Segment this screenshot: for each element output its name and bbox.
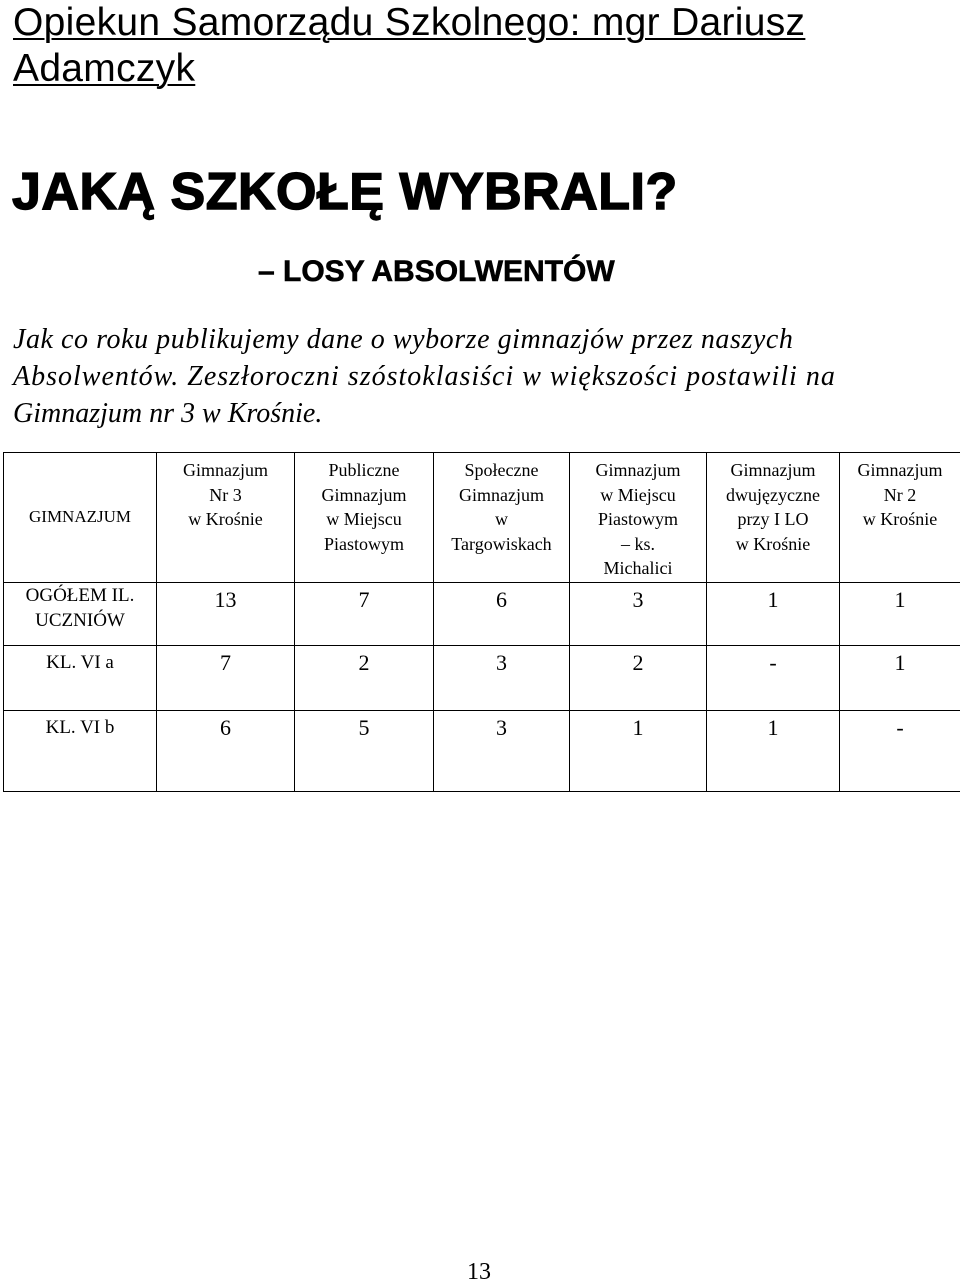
header-line: Michalici bbox=[603, 558, 673, 578]
header-line: w Miejscu bbox=[326, 509, 402, 529]
header-line: przy I LO bbox=[737, 509, 809, 529]
column-header bbox=[840, 453, 960, 583]
header-line: Gimnazjum bbox=[857, 460, 943, 480]
header-line: Piastowym bbox=[597, 509, 678, 529]
header-line: w Krośnie bbox=[735, 533, 811, 554]
column-header-school: GIMNAZJUM bbox=[4, 453, 157, 583]
label-line: OGÓŁEM IL. bbox=[25, 585, 135, 606]
supervisor-link[interactable]: Opiekun Samorządu Szkolnego: mgr Dariusz Adamczyk bbox=[13, 1, 806, 90]
column-header bbox=[707, 453, 840, 583]
table-cell: 6 bbox=[157, 711, 295, 792]
header-line: Publiczne bbox=[328, 460, 400, 480]
table-cell: 3 bbox=[434, 646, 570, 711]
column-header bbox=[434, 453, 570, 583]
header-line: w Miejscu bbox=[600, 484, 676, 505]
article-headline: JAKĄ SZKOŁĘ WYBRALI? bbox=[12, 163, 678, 221]
header-line: Gimnazjum bbox=[183, 460, 268, 480]
table-cell: 7 bbox=[157, 646, 295, 711]
header-line: Gimnazjum bbox=[595, 460, 681, 480]
table-row bbox=[4, 583, 960, 646]
header-line: w Krośnie bbox=[862, 509, 938, 529]
table-cell: 1 bbox=[840, 583, 960, 646]
header-line: Gimnazjum bbox=[459, 484, 544, 505]
header-line: – ks. bbox=[620, 533, 655, 554]
header-line: Piastowym bbox=[323, 533, 404, 554]
table-row bbox=[4, 711, 960, 792]
header-line: Targowiskach bbox=[451, 533, 552, 554]
intro-line: Jak co roku publikujemy dane o wyborze gimnazjów przez naszych bbox=[13, 324, 794, 355]
table-cell: 2 bbox=[295, 646, 434, 711]
row-label-class-vi-a: KL. VI a bbox=[4, 646, 157, 711]
table-cell: - bbox=[840, 711, 960, 792]
article-subheadline: – LOSY ABSOLWENTÓW bbox=[258, 255, 615, 288]
page-number: 13 bbox=[467, 1259, 491, 1285]
column-header bbox=[295, 453, 434, 583]
header-line: Społeczne bbox=[464, 460, 539, 480]
row-label-total bbox=[4, 583, 157, 646]
header-line: Gimnazjum bbox=[730, 460, 816, 480]
article-intro bbox=[13, 321, 948, 432]
table-cell: 3 bbox=[434, 711, 570, 792]
header-line: w Krośnie bbox=[188, 509, 263, 529]
header-line: Gimnazjum bbox=[321, 484, 407, 505]
intro-line: Gimnazjum nr 3 w Krośnie. bbox=[13, 398, 323, 429]
table-header-row bbox=[4, 453, 960, 583]
intro-line: Absolwentów. Zeszłoroczni szóstoklasiści w większości postawili na bbox=[13, 361, 836, 392]
table-cell: 1 bbox=[707, 711, 840, 792]
table-cell: 7 bbox=[295, 583, 434, 646]
label-line: UCZNIÓW bbox=[35, 610, 125, 631]
table-cell: 13 bbox=[157, 583, 295, 646]
table-cell: - bbox=[707, 646, 840, 711]
table-cell: 5 bbox=[295, 711, 434, 792]
table-cell: 1 bbox=[707, 583, 840, 646]
table-row bbox=[4, 646, 960, 711]
header-line: Nr 3 bbox=[209, 484, 242, 505]
header-line: Nr 2 bbox=[883, 484, 917, 505]
header-line: dwujęzyczne bbox=[726, 484, 820, 505]
column-header bbox=[570, 453, 707, 583]
table-cell: 6 bbox=[434, 583, 570, 646]
row-label-class-vi-b: KL. VI b bbox=[4, 711, 157, 792]
school-choice-table bbox=[3, 452, 960, 792]
header-line: w bbox=[495, 509, 508, 529]
table-cell: 1 bbox=[570, 711, 707, 792]
table-cell: 1 bbox=[840, 646, 960, 711]
column-header bbox=[157, 453, 295, 583]
table-cell: 2 bbox=[570, 646, 707, 711]
table-cell: 3 bbox=[570, 583, 707, 646]
